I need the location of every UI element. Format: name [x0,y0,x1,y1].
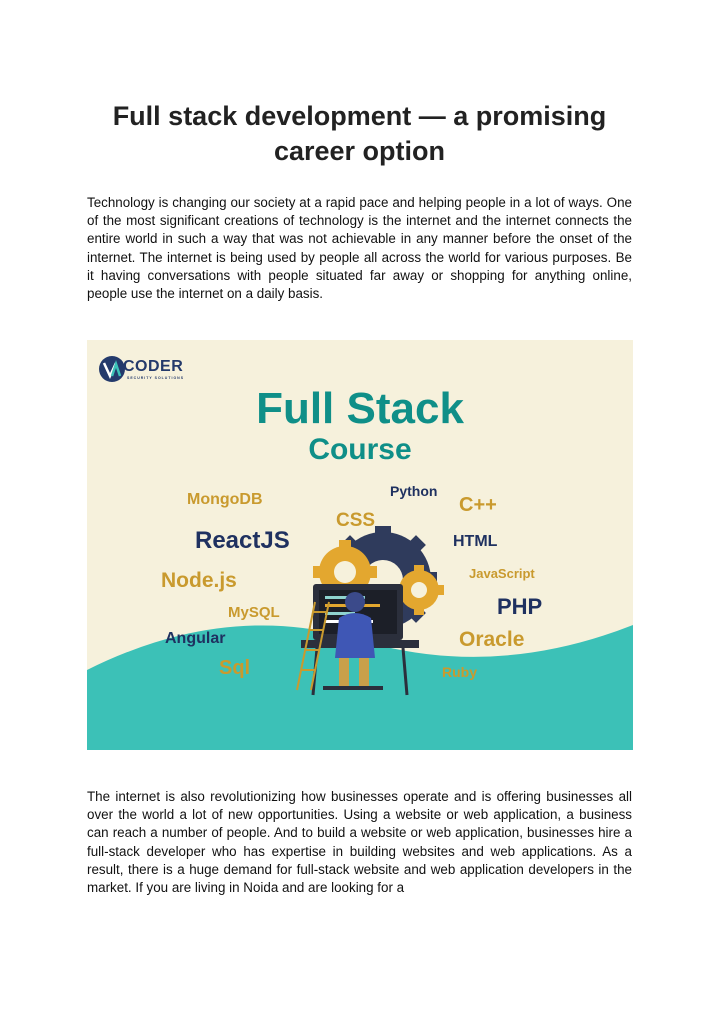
logo-mark-icon [99,356,125,382]
tech-mysql: MySQL [228,604,280,621]
tech-angular: Angular [165,630,226,647]
banner-subheading: Course [308,433,412,466]
title-line-2: career option [273,136,446,166]
logo-text: CODER [123,358,184,375]
document-title [60,99,659,169]
intro-paragraph: Technology is changing our society at a rapid pace and helping people in a lot of ways. One of the most significant creations of technology is the internet and the internet connects the entire world in such a way that was not achievable in any manner before the onset of the internet. The internet is being used by people all across the world for various purposes. Be it having conversations with people situated far away or shopping for anything online, people use the internet on a daily basis. [87,195,632,302]
tech-python: Python [390,483,438,499]
tech-sql: Sql [219,657,251,679]
tech-cpp: C++ [459,494,497,516]
tech-nodejs: Node.js [161,569,237,592]
tech-mongodb: MongoDB [187,491,263,508]
banner-heading: Full Stack [256,384,464,433]
logo-tagline: SECURITY SOLUTIONS [127,376,185,380]
tech-css: CSS [336,510,376,531]
body-paragraph: The internet is also revolutionizing how businesses operate and is offering businesses all over the world a lot of new opportunities. Using a website or web application, a business can reach a number of people. And to build a website or web application, businesses hire a full-stack developer who has expertise in building websites and web applications. As a result, there is a huge demand for full-stack website and web application developers in the market. If you are living in Noida and are looking for a [87,789,632,896]
full-stack-course-banner [87,340,633,750]
tech-php: PHP [497,594,543,619]
tech-ruby: Ruby [442,664,477,680]
tech-javascript: JavaScript [469,566,535,581]
tech-reactjs: ReactJS [195,527,290,554]
tech-oracle: Oracle [459,628,525,651]
title-line-1: Full stack development — a promising [112,101,607,131]
tech-html: HTML [453,533,498,550]
